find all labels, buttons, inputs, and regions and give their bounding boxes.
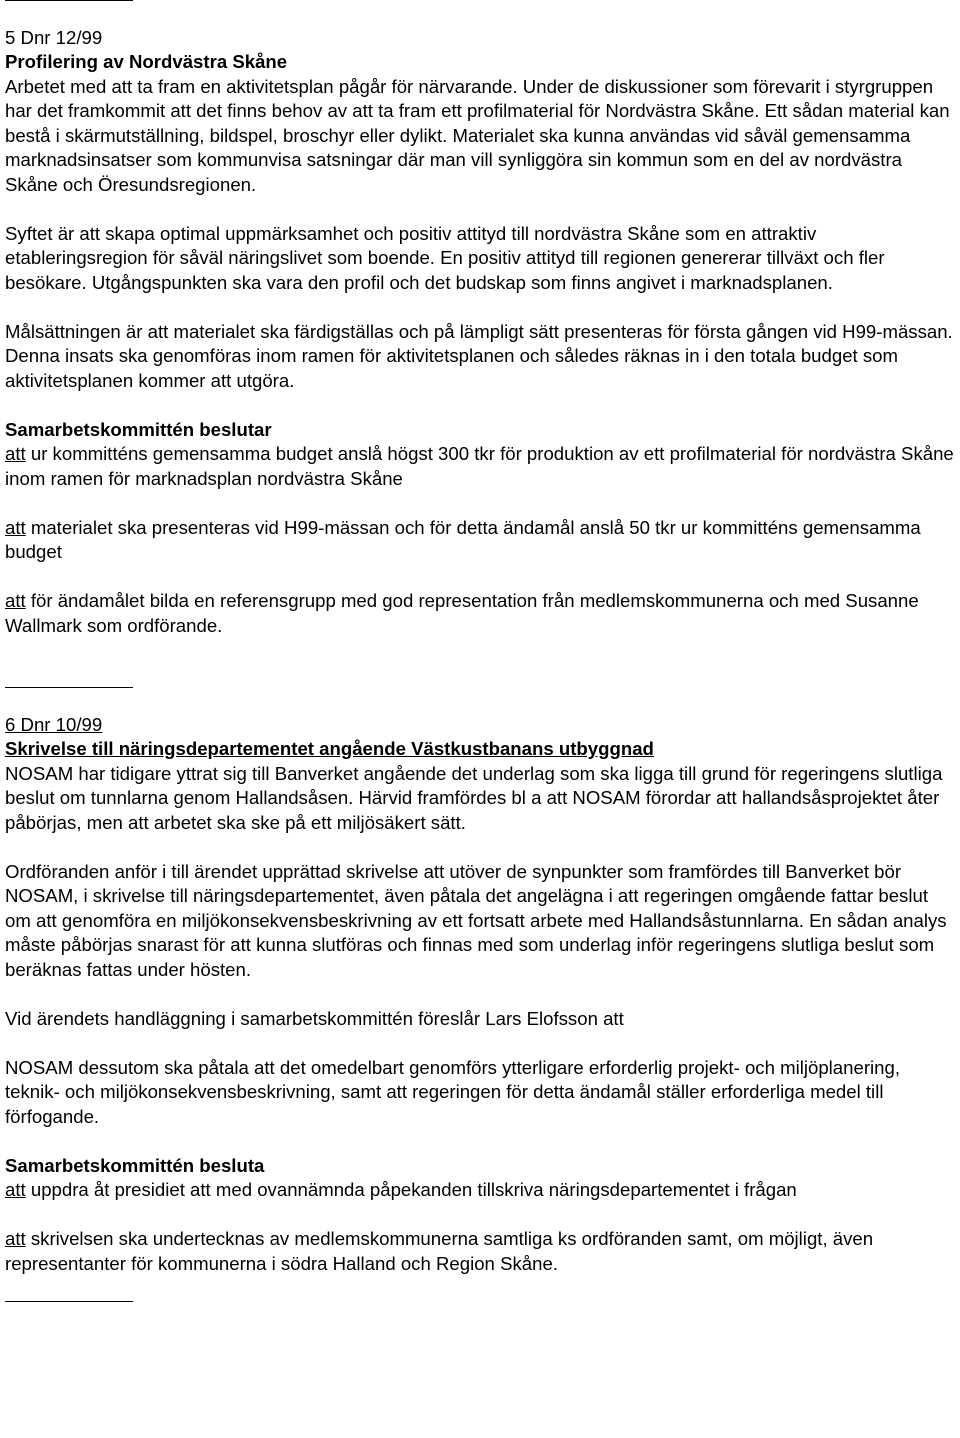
spacer xyxy=(5,1203,955,1228)
spacer xyxy=(5,393,955,418)
spacer xyxy=(5,1129,955,1154)
section-number: 5 xyxy=(5,26,16,48)
paragraph: Vid ärendets handläggning i samarbetskommittén föreslår Lars Elofsson att xyxy=(5,1007,624,1029)
section-6 xyxy=(5,713,955,1277)
paragraph: Syftet är att skapa optimal uppmärksamhet och positiv attityd till nordvästra Skåne som en attraktiv etableringsregion för såväl näringslivet som boende. En positiv attityd till regionen genererar tillväxt och fler besökare. Utgångspunkten ska vara den profil och det budskap som finns angivet i marknadsplanen. xyxy=(5,222,885,293)
spacer xyxy=(5,663,955,688)
spacer xyxy=(5,295,955,320)
paragraph: Målsättningen är att materialet ska färdigställas och på lämpligt sätt presenteras för första gången vid H99-mässan. Denna insats ska genomföras inom ramen för aktivitetsplanen och således räknas in i den totala budget som aktivitetsplanen kommer att utgöra. xyxy=(5,320,953,391)
spacer xyxy=(5,565,955,590)
separator-rule xyxy=(5,1301,133,1302)
spacer xyxy=(5,1031,955,1056)
decision-text: uppdra åt presidiet att med ovannämnda påpekanden tillskriva näringsdepartementet i frågan xyxy=(25,1179,797,1200)
decision-text: skrivelsen ska undertecknas av medlemskommunerna samtliga ks ordföranden samt, om möjligt, även representanter för kommunerna i södra Halland och Region Skåne. xyxy=(5,1228,874,1274)
decision-item xyxy=(5,1227,955,1276)
dnr-reference: Dnr 12/99 xyxy=(20,26,103,48)
decision-heading: Samarbetskommittén beslutar xyxy=(5,418,272,440)
paragraph: NOSAM har tidigare yttrat sig till Banverket angående det underlag som ska ligga till grund för regeringens slutliga beslut om tunnlarna genom Hallandsåsen. Härvid framfördes bl a att NOSAM förordar att hallandsåsprojektet åter påbörjas, men att arbetet ska ske på ett miljösäkert sätt. xyxy=(5,762,943,833)
section-5 xyxy=(5,26,955,639)
section-number: 6 xyxy=(5,713,16,735)
paragraph: Arbetet med att ta fram en aktivitetsplan pågår för närvarande. Under de diskussioner som förevarit i styrgruppen har det framkommit att det finns behov av att ta fram ett profilmaterial för Nordvästra Skåne. Ett sådan material kan bestå i skärmutställning, bildspel, broschyr eller dylikt. Materialet ska kunna användas vid såväl gemensamma marknadsinsatser som kommunvisa satsningar där man vill synliggöra sin kommun som en del av nordvästra Skåne och Öresundsregionen. xyxy=(5,75,950,195)
spacer xyxy=(5,197,955,222)
dnr-reference: Dnr 10/99 xyxy=(20,713,103,735)
spacer xyxy=(5,688,955,713)
spacer xyxy=(5,835,955,860)
decision-heading: Samarbetskommittén besluta xyxy=(5,1154,265,1176)
decision-text: för ändamålet bilda en referensgrupp med god representation från medlemskommunerna och med Susanne Wallmark som ordförande. xyxy=(5,590,919,636)
spacer xyxy=(5,982,955,1007)
decision-text: ur kommitténs gemensamma budget anslå högst 300 tkr för produktion av ett profilmaterial för nordvästra Skåne inom ramen för marknadsplan nordvästra Skåne xyxy=(5,443,954,489)
decision-item xyxy=(5,589,955,638)
att-keyword: att xyxy=(5,443,26,464)
document-page xyxy=(5,0,955,1302)
decision-item xyxy=(5,442,955,491)
paragraph: NOSAM dessutom ska påtala att det omedelbart genomförs ytterligare erforderlig projekt- och miljöplanering, teknik- och miljökonsekvensbeskrivning, samt att regeringen för detta ändamål ställer erforderliga medel till förfogande. xyxy=(5,1056,900,1127)
section-heading xyxy=(5,713,955,738)
att-keyword: att xyxy=(5,1179,26,1200)
decision-text: materialet ska presenteras vid H99-mässan och för detta ändamål anslå 50 tkr ur kommitténs gemensamma budget xyxy=(5,516,921,562)
spacer xyxy=(5,1276,955,1301)
decision-item xyxy=(5,516,955,565)
decision-item xyxy=(5,1178,955,1203)
section-title: Skrivelse till näringsdepartementet angående Västkustbanans utbyggnad xyxy=(5,738,654,759)
att-keyword: att xyxy=(5,516,26,538)
att-keyword: att xyxy=(5,590,26,611)
paragraph: Ordföranden anför i till ärendet upprättad skrivelse att utöver de synpunkter som framfördes till Banverket bör NOSAM, i skrivelse till näringsdepartementet, även påtala det angelägna i att regeringen omgående fattar beslut om att genomföra en miljökonsekvensbeskrivning av ett fortsatt arbete med Hallandsåstunnlarna. En sådan analys måste påbörjas snarast för att kunna slutföras och finnas med som underlag inför regeringens slutliga beslut som beräknas fattas under hösten. xyxy=(5,860,947,980)
spacer xyxy=(5,638,955,663)
section-heading xyxy=(5,26,955,51)
spacer xyxy=(5,491,955,516)
spacer xyxy=(5,1,955,26)
section-title: Profilering av Nordvästra Skåne xyxy=(5,51,288,72)
att-keyword: att xyxy=(5,1228,26,1249)
